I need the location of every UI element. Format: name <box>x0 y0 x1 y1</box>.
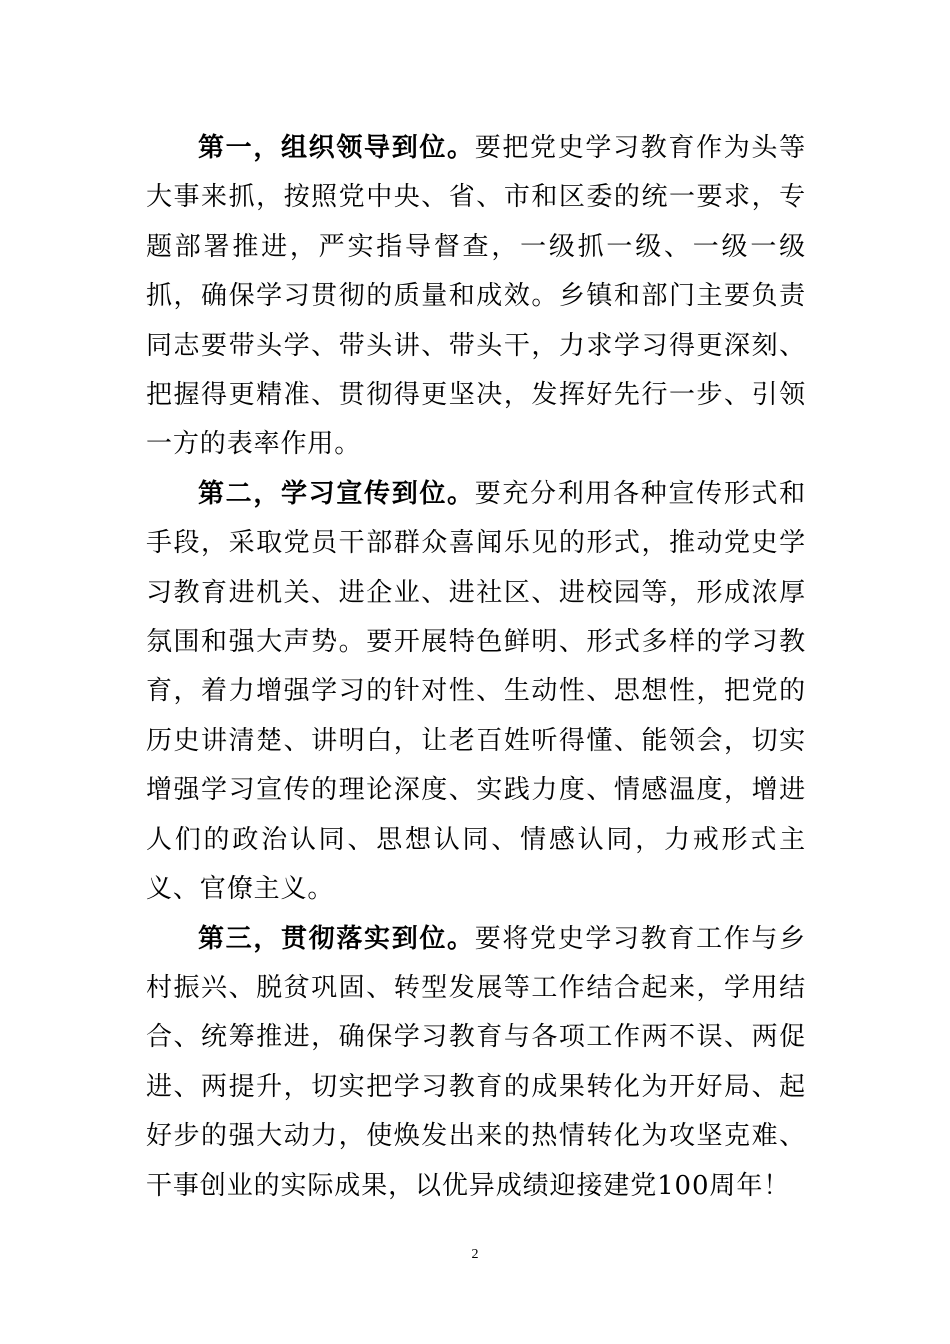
paragraph-study-publicity <box>146 470 806 915</box>
paragraph-heading: 第三，贯彻落实到位。 <box>198 923 475 954</box>
page-number: 2 <box>471 1247 479 1262</box>
document-body <box>146 124 806 1211</box>
paragraph-implementation <box>146 915 806 1211</box>
paragraph-text: 要将党史学习教育工作与乡村振兴、脱贫巩固、转型发展等工作结合起来，学用结合、统筹推进，确保学习教育与各项工作两不误、两促进、两提升，切实把学习教育的成果转化为开好局、起好步的强大动力，使焕发出来的热情转化为攻坚克难、干事创业的实际成果，以优异成绩迎接建党100周年！ <box>146 923 806 1201</box>
paragraph-heading: 第一，组织领导到位。 <box>198 133 475 163</box>
paragraph-text: 要把党史学习教育作为头等大事来抓，按照党中央、省、市和区委的统一要求，专题部署推进，严实指导督查，一级抓一级、一级一级抓，确保学习贯彻的质量和成效。乡镇和部门主要负责同志要带头学、带头讲、带头干，力求学习得更深刻、把握得更精准、贯彻得更坚决，发挥好先行一步、引领一方的表率作用。 <box>146 133 806 460</box>
paragraph-heading: 第二，学习宣传到位。 <box>198 478 475 509</box>
paragraph-organization-leadership <box>146 124 806 470</box>
paragraph-text: 要充分利用各种宣传形式和手段，采取党员干部群众喜闻乐见的形式，推动党史学习教育进机关、进企业、进社区、进校园等，形成浓厚氛围和强大声势。要开展特色鲜明、形式多样的学习教育，着力增强学习的针对性、生动性、思想性，把党的历史讲清楚、讲明白，让老百姓听得懂、能领会，切实增强学习宣传的理论深度、实践力度、情感温度，增进人们的政治认同、思想认同、情感认同，力戒形式主义、官僚主义。 <box>146 478 806 905</box>
